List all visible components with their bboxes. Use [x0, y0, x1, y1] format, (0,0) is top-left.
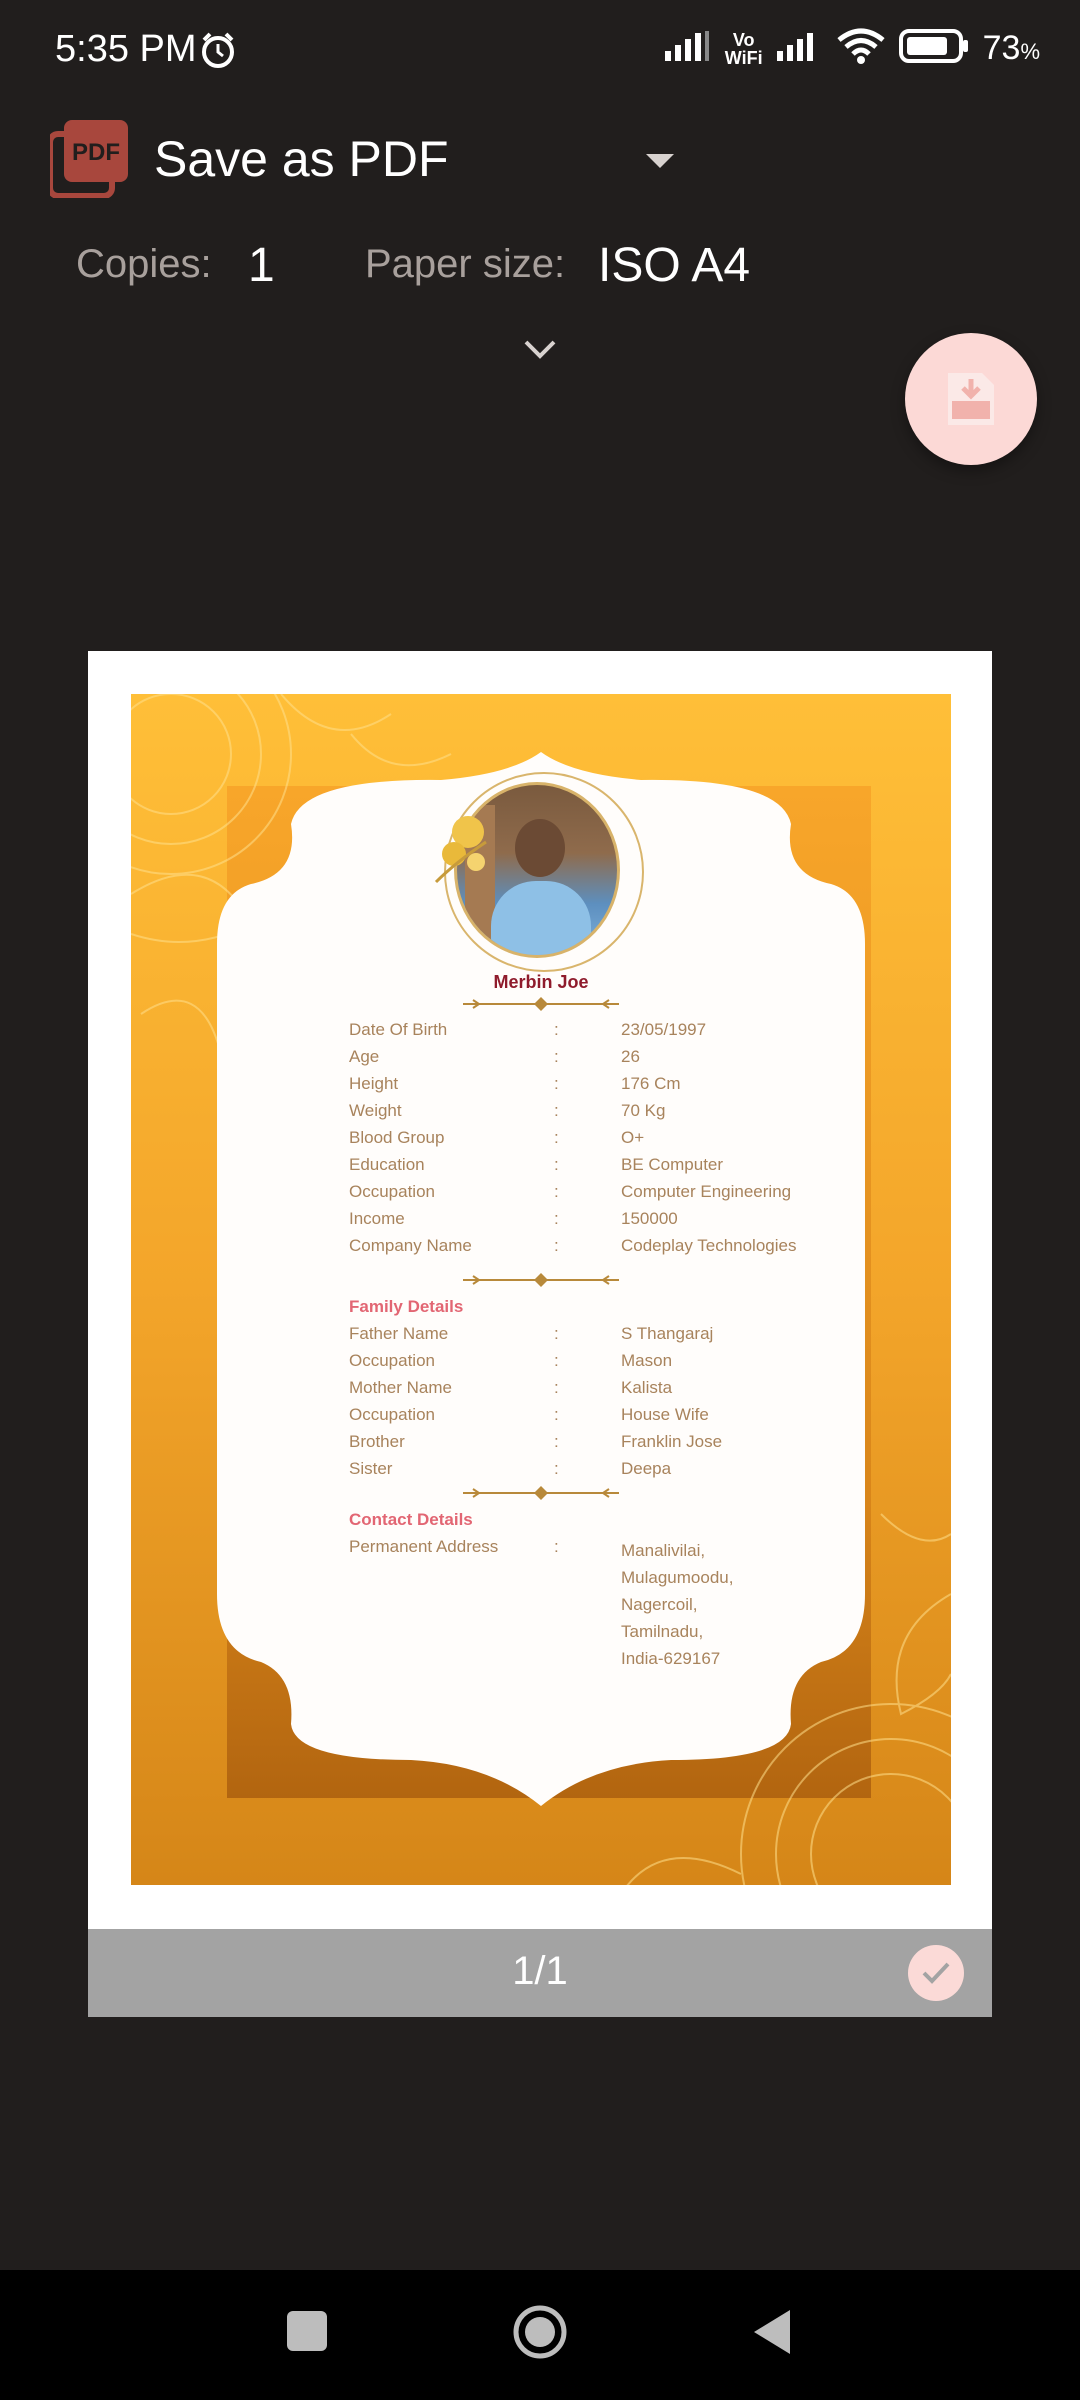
row-separator: :	[554, 1101, 559, 1120]
row-key: Brother	[349, 1432, 405, 1451]
copies-field[interactable]: 1	[248, 239, 275, 292]
row-value: 26	[621, 1047, 640, 1066]
row-key: Date Of Birth	[349, 1020, 448, 1039]
detail-row	[349, 1209, 909, 1236]
row-key: Father Name	[349, 1324, 449, 1343]
ornament-divider	[461, 1272, 621, 1288]
row-separator: :	[554, 1074, 559, 1093]
page-indicator: 1/1	[512, 1949, 568, 1993]
ornament-divider	[461, 996, 621, 1012]
address-lines	[621, 1537, 733, 1672]
system-nav-bar	[0, 2270, 1080, 2400]
wifi-icon	[837, 28, 885, 69]
row-key: Age	[349, 1047, 380, 1066]
status-icons	[665, 28, 1040, 69]
destination-label[interactable]: Save as PDF	[154, 131, 449, 187]
detail-row	[349, 1128, 909, 1155]
row-value: O+	[621, 1128, 645, 1147]
address-line: Tamilnadu,	[621, 1622, 704, 1641]
row-value: Computer Engineering	[621, 1182, 792, 1201]
recents-button[interactable]	[287, 2311, 327, 2351]
detail-row	[349, 1236, 909, 1263]
detail-row	[349, 1047, 909, 1074]
row-separator: :	[554, 1236, 559, 1255]
row-value: 23/05/1997	[621, 1020, 707, 1039]
biodata-design	[131, 694, 951, 1885]
address-line: India-629167	[621, 1649, 721, 1668]
row-key: Occupation	[349, 1405, 435, 1424]
row-separator: :	[554, 1432, 559, 1451]
home-button[interactable]	[512, 2304, 568, 2360]
signal-icon	[777, 31, 823, 66]
status-time: 5:35 PM	[55, 28, 197, 70]
row-separator: :	[554, 1128, 559, 1147]
signal-icon	[665, 31, 711, 66]
battery-percent	[983, 29, 1040, 68]
row-value: Deepa	[621, 1459, 672, 1478]
battery-unit: %	[1020, 39, 1040, 64]
detail-row	[349, 1378, 909, 1405]
row-separator: :	[554, 1020, 559, 1039]
detail-row	[349, 1324, 909, 1351]
contact-details-heading: Contact Details	[349, 1510, 473, 1529]
row-value: House Wife	[621, 1405, 709, 1424]
paper-size-select[interactable]: ISO A4	[598, 239, 751, 292]
address-line: Nagercoil,	[621, 1595, 698, 1614]
row-separator: :	[554, 1209, 559, 1228]
detail-row	[349, 1155, 909, 1182]
page-selector-bar	[88, 1929, 992, 2017]
row-key: Sister	[349, 1459, 393, 1478]
vowifi-top: Vo	[732, 29, 755, 50]
row-separator: :	[554, 1182, 559, 1201]
flower-decoration-icon	[426, 802, 506, 892]
battery-value: 73	[982, 29, 1021, 67]
row-value: BE Computer	[621, 1155, 724, 1174]
detail-row	[349, 1432, 909, 1459]
row-value: 150000	[621, 1209, 678, 1228]
row-value: 176 Cm	[621, 1074, 681, 1093]
pdf-logo-text: PDF	[72, 139, 120, 166]
row-value: Kalista	[621, 1378, 673, 1397]
row-key: Weight	[349, 1101, 402, 1120]
row-separator: :	[554, 1351, 559, 1370]
profile-photo	[444, 772, 644, 972]
family-details-heading: Family Details	[349, 1297, 464, 1316]
status-bar	[0, 0, 1080, 90]
vowifi-bottom: WiFi	[724, 47, 763, 68]
battery-icon	[899, 29, 969, 68]
download-pdf-button[interactable]	[905, 333, 1037, 465]
row-value: Mason	[621, 1351, 673, 1370]
row-value: Codeplay Technologies	[621, 1236, 797, 1255]
row-key: Mother Name	[349, 1378, 452, 1397]
expand-options-icon[interactable]	[520, 334, 560, 367]
row-key: Occupation	[349, 1182, 435, 1201]
back-button[interactable]	[752, 2308, 792, 2356]
ornament-divider	[461, 1485, 621, 1501]
row-key: Company Name	[349, 1236, 472, 1255]
row-value: 70 Kg	[621, 1101, 666, 1120]
row-key: Income	[349, 1209, 405, 1228]
row-separator: :	[554, 1378, 559, 1397]
profile-name: Merbin Joe	[493, 972, 589, 992]
paper-size-label: Paper size:	[365, 242, 566, 286]
row-separator: :	[554, 1537, 559, 1556]
vowifi-icon	[725, 31, 763, 67]
pdf-icon	[50, 120, 128, 198]
row-separator: :	[554, 1324, 559, 1343]
detail-row	[349, 1101, 909, 1128]
address-line: Mulagumoodu,	[621, 1568, 734, 1587]
row-key: Blood Group	[349, 1128, 445, 1147]
check-icon	[921, 1960, 951, 1986]
page-select-checkbox[interactable]	[908, 1945, 964, 2001]
row-value: S Thangaraj	[621, 1324, 714, 1343]
row-separator: :	[554, 1155, 559, 1174]
detail-row	[349, 1074, 909, 1101]
download-pdf-icon	[942, 369, 1000, 429]
row-key: Height	[349, 1074, 399, 1093]
row-key: Education	[349, 1155, 425, 1174]
row-key: Occupation	[349, 1351, 435, 1370]
detail-row	[349, 1182, 909, 1209]
alarm-icon	[198, 30, 238, 75]
detail-row	[349, 1459, 909, 1486]
detail-row	[349, 1405, 909, 1432]
row-key: Permanent Address	[349, 1537, 499, 1556]
row-separator: :	[554, 1405, 559, 1424]
row-separator: :	[554, 1459, 559, 1478]
row-separator: :	[554, 1047, 559, 1066]
row-value: Franklin Jose	[621, 1432, 723, 1451]
detail-row	[349, 1351, 909, 1378]
detail-row	[349, 1020, 909, 1047]
address-line: Manalivilai,	[621, 1541, 706, 1560]
copies-label: Copies:	[76, 242, 212, 286]
page-preview[interactable]	[88, 651, 992, 1929]
dropdown-caret-icon[interactable]	[646, 154, 674, 168]
